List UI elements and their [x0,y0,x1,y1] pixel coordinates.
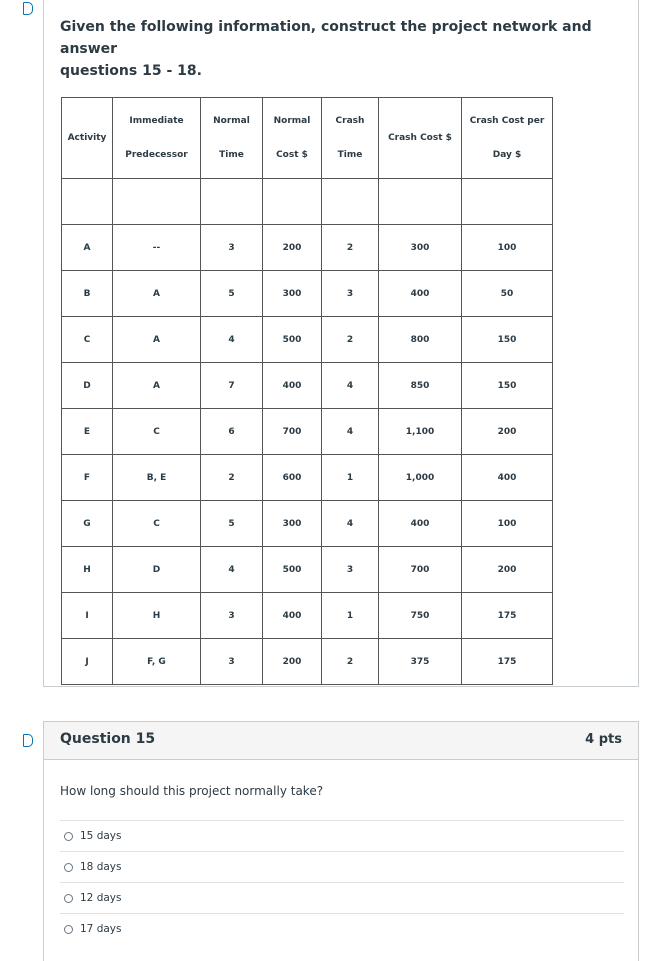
table-cell: 4 [322,363,379,409]
table-cell: 600 [263,455,322,501]
table-cell: 700 [263,409,322,455]
table-cell: B, E [113,455,201,501]
header-line [62,147,112,164]
table-cell [113,179,201,225]
table-row [62,455,553,501]
table-cell: 1 [322,593,379,639]
table-row [62,501,553,547]
table-cell: A [113,271,201,317]
table-cell: E [62,409,113,455]
header-line [379,113,461,130]
table-row [62,639,553,685]
table-cell: 800 [379,317,462,363]
header-line: Cost $ [276,149,308,160]
table-header-cell [263,98,322,179]
header-line: Time [337,149,363,160]
table-header-row [62,98,553,179]
table-row [62,409,553,455]
table-cell: G [62,501,113,547]
header-line: Time [219,149,244,160]
table-cell: 175 [462,639,553,685]
header-line: Day $ [492,149,522,160]
header-line [263,130,321,147]
table-cell: 400 [263,593,322,639]
table-cell: F, G [113,639,201,685]
table-cell: D [113,547,201,593]
table-cell: 50 [462,271,553,317]
table-cell: 4 [201,547,263,593]
table-cell [201,179,263,225]
answer-option[interactable] [60,820,624,851]
table-header-cell [113,98,201,179]
table-cell: 500 [263,547,322,593]
radio-button[interactable] [64,832,73,841]
radio-button[interactable] [64,894,73,903]
table-cell: 3 [201,225,263,271]
header-line: Activity [67,132,107,143]
table-cell: 3 [201,639,263,685]
header-line: Predecessor [125,149,188,160]
table-cell: 300 [263,501,322,547]
table-cell: 175 [462,593,553,639]
table-cell: 200 [263,225,322,271]
question-header [44,722,638,760]
table-cell: 850 [379,363,462,409]
header-line [379,147,461,164]
table-cell: 5 [201,501,263,547]
table-cell: 1 [322,455,379,501]
table-cell: 5 [201,271,263,317]
table-row [62,547,553,593]
table-header-cell [379,98,462,179]
header-line [201,130,262,147]
table-cell: 1,000 [379,455,462,501]
answer-option[interactable] [60,851,624,882]
header-line: Crash Cost $ [388,132,452,143]
table-row [62,363,553,409]
table-cell: H [62,547,113,593]
table-cell: I [62,593,113,639]
header-line [462,130,552,147]
table-cell: 100 [462,225,553,271]
table-cell: 300 [263,271,322,317]
question-title: Question 15 [60,731,156,747]
table-cell: 400 [462,455,553,501]
table-cell: A [62,225,113,271]
table-cell: 200 [462,547,553,593]
header-line [62,113,112,130]
table-cell: 4 [322,501,379,547]
header-line: Crash Cost per [469,115,545,126]
activity-table [61,97,553,685]
table-cell: 400 [379,271,462,317]
table-cell: 4 [201,317,263,363]
table-cell [322,179,379,225]
table-cell [379,179,462,225]
header-line: Normal [273,115,311,126]
table-cell: 3 [201,593,263,639]
table-header-cell [322,98,379,179]
table-cell: J [62,639,113,685]
table-cell: C [62,317,113,363]
intro-text: Given the following information, construct the project network and answer questions 15 - 18. [60,19,592,79]
table-cell: C [113,409,201,455]
table-row [62,593,553,639]
radio-button[interactable] [64,863,73,872]
table-header-cell [462,98,553,179]
flag-icon[interactable] [23,734,33,747]
table-header-cell [62,98,113,179]
table-cell: 1,100 [379,409,462,455]
table-cell: 2 [201,455,263,501]
header-line: Crash [335,115,365,126]
table-cell: 150 [462,317,553,363]
header-line: Immediate [129,115,184,126]
table-row [62,179,553,225]
table-cell: 4 [322,409,379,455]
table-cell: 2 [322,317,379,363]
table-cell: H [113,593,201,639]
table-cell: C [113,501,201,547]
table-cell: 400 [263,363,322,409]
table-cell: 3 [322,271,379,317]
answer-label[interactable]: 12 days [80,892,122,904]
radio-button[interactable] [64,925,73,934]
table-cell: 400 [379,501,462,547]
table-cell: 200 [263,639,322,685]
intro-panel [43,0,639,687]
table-cell: 200 [462,409,553,455]
table-cell: 6 [201,409,263,455]
table-cell: 500 [263,317,322,363]
answer-label[interactable]: 15 days [80,830,122,842]
table-row [62,225,553,271]
table-cell: 375 [379,639,462,685]
table-cell: 3 [322,547,379,593]
table-cell: 150 [462,363,553,409]
table-header-cell [201,98,263,179]
answer-label[interactable]: 17 days [80,923,122,935]
table-row [62,317,553,363]
answer-label[interactable]: 18 days [80,861,122,873]
header-line [113,130,200,147]
table-row [62,271,553,317]
table-cell: 2 [322,225,379,271]
table-cell: 100 [462,501,553,547]
flag-icon[interactable] [23,2,33,15]
table-cell: A [113,363,201,409]
table-cell: 750 [379,593,462,639]
header-line [322,130,378,147]
answer-list [60,820,624,944]
table-cell [263,179,322,225]
question-points: 4 pts [585,732,622,747]
question-text: How long should this project normally take? [60,784,324,798]
table-cell [62,179,113,225]
question-panel [43,721,639,961]
table-cell: A [113,317,201,363]
answer-option[interactable] [60,882,624,913]
table-cell: 700 [379,547,462,593]
table-cell: 7 [201,363,263,409]
header-line: Normal [213,115,250,126]
table-cell: F [62,455,113,501]
table-cell: B [62,271,113,317]
table-cell: 2 [322,639,379,685]
answer-option[interactable] [60,913,624,944]
table-cell: D [62,363,113,409]
table-cell: -- [113,225,201,271]
table-cell: 300 [379,225,462,271]
table-cell [462,179,553,225]
